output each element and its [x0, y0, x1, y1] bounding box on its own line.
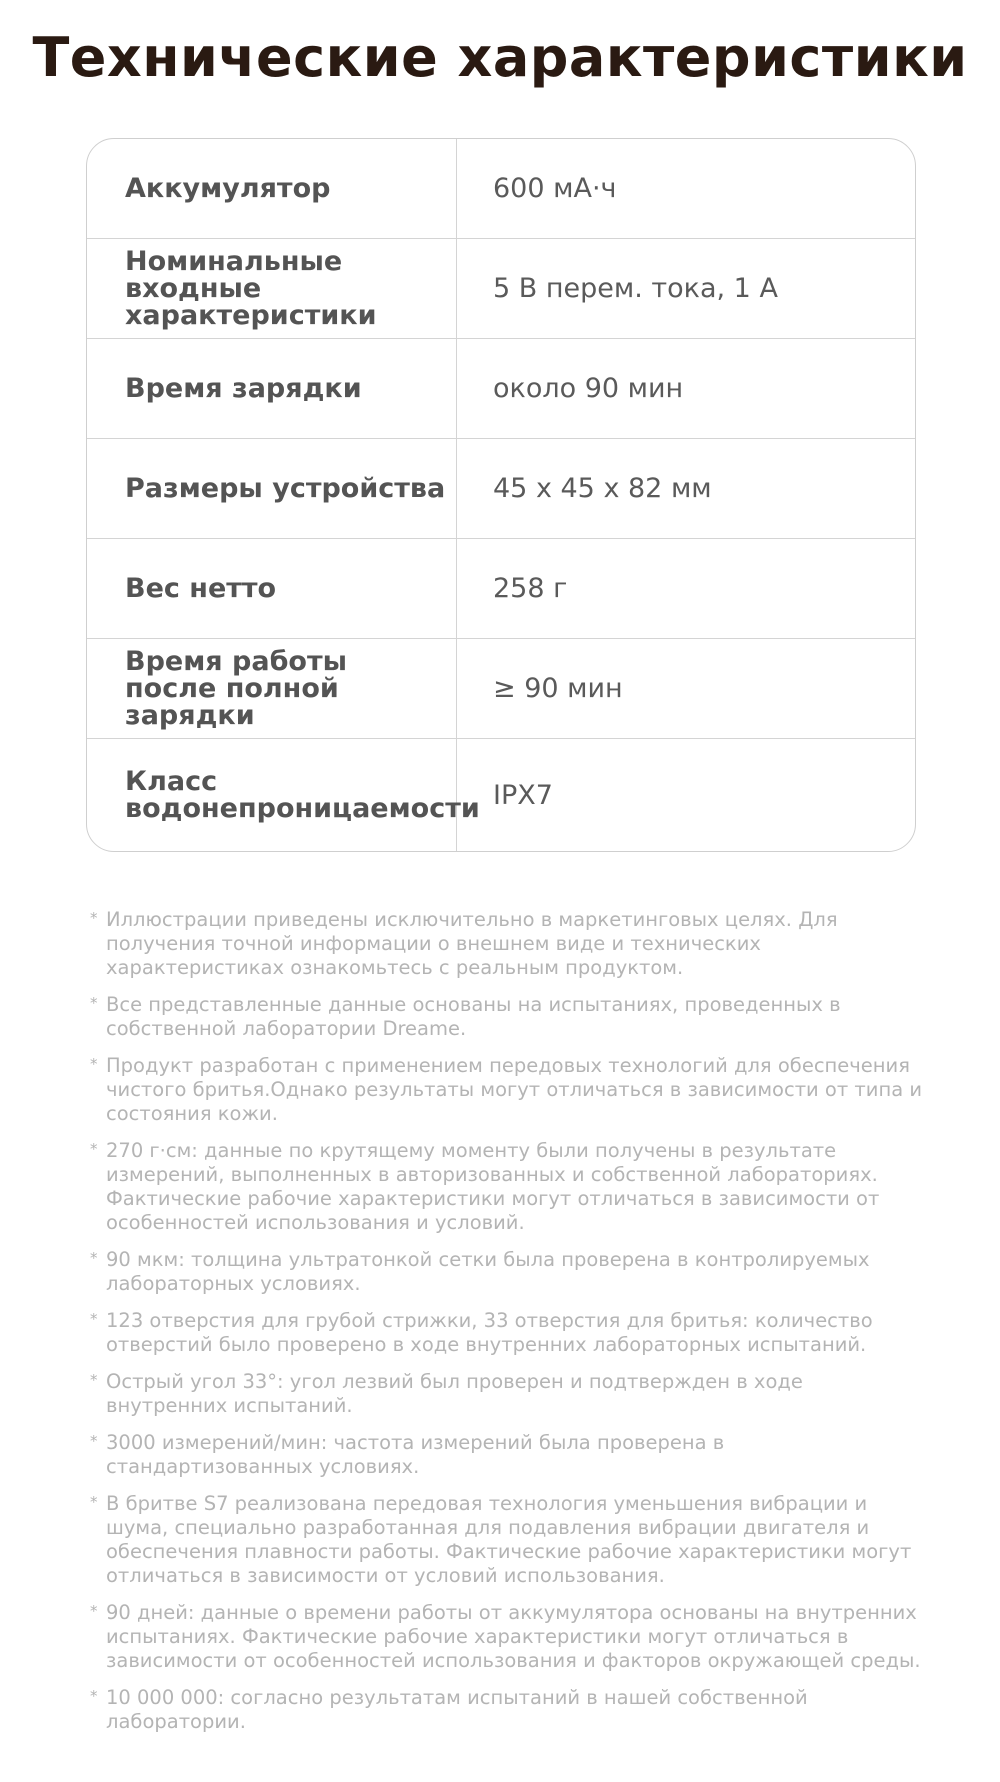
footnote: [90, 1686, 930, 1734]
spec-row: [87, 639, 915, 739]
spec-value: 5 В перем. тока, 1 А: [493, 273, 778, 304]
spec-value: 600 мА·ч: [493, 173, 617, 204]
spec-label: Аккумулятор: [87, 139, 457, 238]
footnotes: [90, 908, 930, 1747]
footnote: [90, 1054, 930, 1126]
footnote-marker: *: [90, 1310, 98, 1328]
footnote-marker: *: [90, 994, 98, 1012]
footnote-marker: *: [90, 1249, 98, 1267]
spec-row: [87, 339, 915, 439]
footnote-marker: *: [90, 909, 98, 927]
footnote: [90, 1309, 930, 1357]
page-title: Технические характеристики: [32, 26, 968, 89]
footnote-text: 90 дней: данные о времени работы от аккумулятора основаны на внутренних испытаниях. Фактические рабочие характеристики могут отличаться в зависимости от особенностей использования и факторов окружающей среды.: [106, 1601, 921, 1672]
spec-value: IPX7: [493, 779, 553, 811]
spec-row: [87, 239, 915, 339]
footnote: [90, 1370, 930, 1418]
spec-label: Размеры устройства: [87, 439, 457, 538]
spec-label: Время работы после полной зарядки: [87, 639, 457, 738]
spec-row: [87, 439, 915, 539]
footnote-text: Все представленные данные основаны на испытаниях, проведенных в собственной лаборатории Dreame.: [106, 993, 841, 1040]
footnote: [90, 1431, 930, 1479]
spec-value: 45 x 45 x 82 мм: [493, 473, 712, 504]
footnote-marker: *: [90, 1371, 98, 1389]
footnote: [90, 1601, 930, 1673]
footnote-text: Продукт разработан с применением передовых технологий для обеспечения чистого бритья.Однако результаты могут отличаться в зависимости от типа и состояния кожи.: [106, 1054, 923, 1125]
spec-label: Класс водонепроницаемости: [87, 739, 457, 851]
spec-value: 258 г: [493, 573, 568, 604]
footnote-marker: *: [90, 1493, 98, 1511]
footnote-text: Острый угол 33°: угол лезвий был проверен и подтвержден в ходе внутренних испытаний.: [106, 1370, 803, 1417]
footnote-marker: *: [90, 1687, 98, 1705]
spec-table: [86, 138, 916, 852]
footnote: [90, 908, 930, 980]
footnote-text: 10 000 000: согласно результатам испытаний в нашей собственной лаборатории.: [106, 1686, 808, 1733]
spec-value: ≥ 90 мин: [493, 673, 623, 704]
footnote: [90, 1492, 930, 1588]
footnote-marker: *: [90, 1140, 98, 1158]
footnote-text: В бритве S7 реализована передовая технология уменьшения вибрации и шума, специально разработанная для подавления вибрации двигателя и обеспечения плавности работы. Фактические рабочие характеристики могут отличаться в зависимости от условий использования.: [106, 1492, 912, 1587]
footnote-text: 270 г·см: данные по крутящему моменту были получены в результате измерений, выполненных в авторизованных и собственной лабораториях. Фактические рабочие характеристики могут отличаться в зависимости от особенностей использования и условий.: [106, 1139, 880, 1234]
footnote: [90, 1248, 930, 1296]
spec-value: около 90 мин: [493, 373, 684, 404]
spec-label: Вес нетто: [87, 539, 457, 638]
footnote: [90, 993, 930, 1041]
footnote-text: 90 мкм: толщина ультратонкой сетки была проверена в контролируемых лабораторных условиях.: [106, 1248, 870, 1295]
footnote: [90, 1139, 930, 1235]
spec-row: [87, 739, 915, 851]
footnote-marker: *: [90, 1602, 98, 1620]
spec-label: Номинальные входные характеристики: [87, 239, 457, 338]
spec-row: [87, 139, 915, 239]
footnote-text: 123 отверстия для грубой стрижки, 33 отверстия для бритья: количество отверстий было проверено в ходе внутренних лабораторных испытаний.: [106, 1309, 873, 1356]
footnote-text: 3000 измерений/мин: частота измерений была проверена в стандартизованных условиях.: [106, 1431, 725, 1478]
footnote-marker: *: [90, 1055, 98, 1073]
spec-label: Время зарядки: [87, 339, 457, 438]
spec-row: [87, 539, 915, 639]
footnote-text: Иллюстрации приведены исключительно в маркетинговых целях. Для получения точной информации о внешнем виде и технических характеристиках ознакомьтесь с реальным продуктом.: [106, 908, 838, 979]
footnote-marker: *: [90, 1432, 98, 1450]
